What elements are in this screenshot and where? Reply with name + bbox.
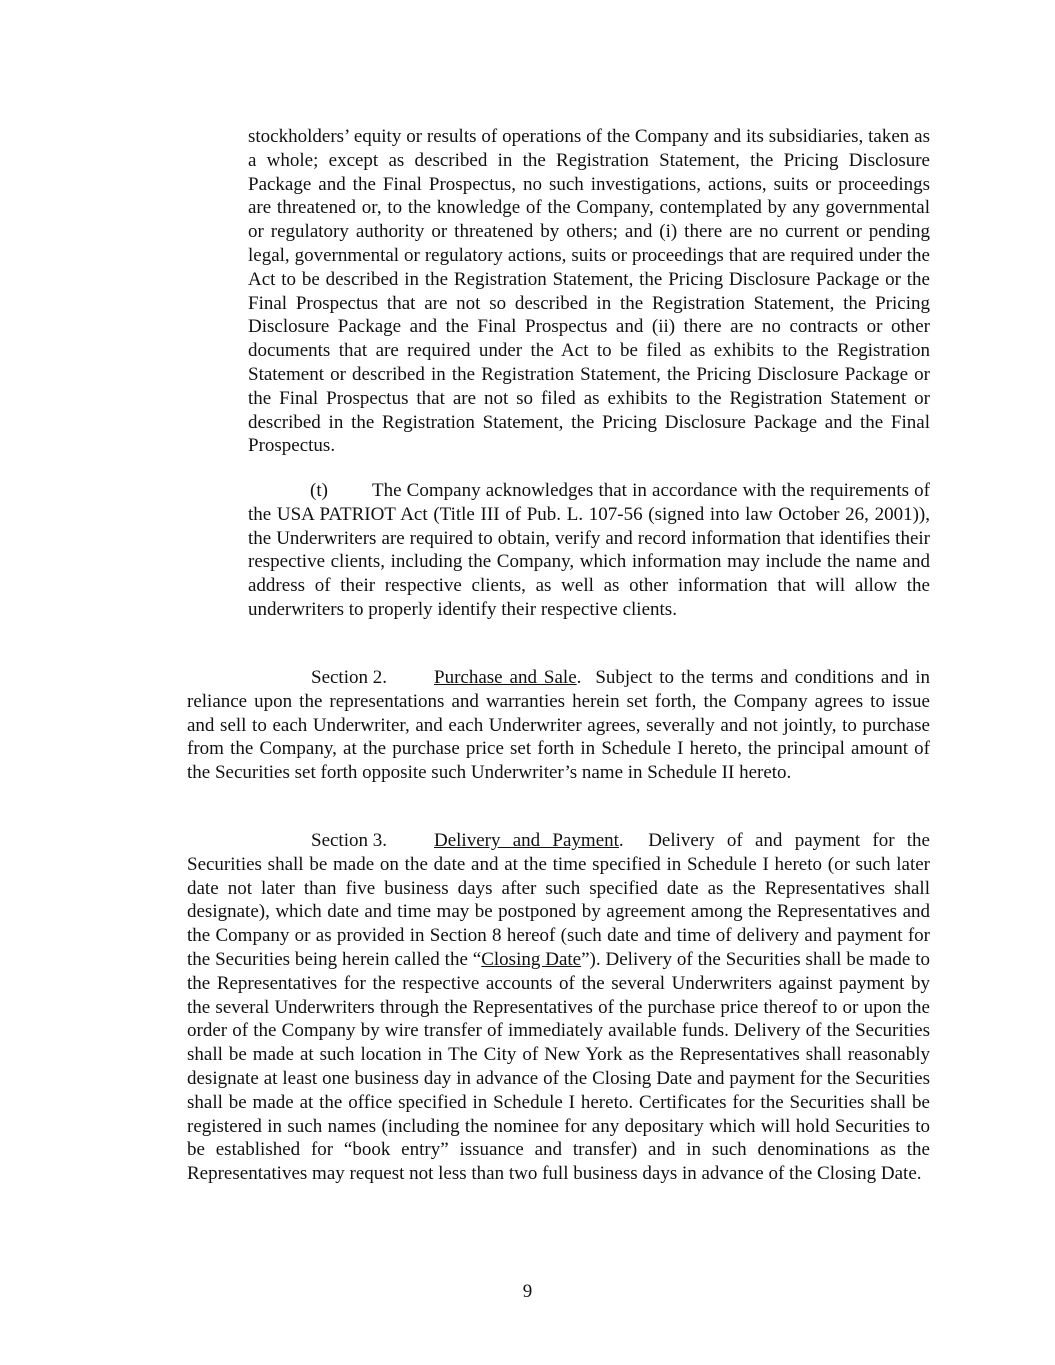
- heading-period: .: [618, 830, 624, 851]
- section-text: Subject to the terms and conditions and in reliance upon the representations and warranties herein set forth, the Company agrees to issue and sell to each Underwriter, and each Underwriter agrees, severally and not jointly, to purchase from the Company, at the purchase price set forth in Schedule I hereto, the principal amount of the Securities set forth opposite such Underwriter’s name in Schedule II hereto.: [187, 667, 931, 784]
- section-text-cont: ”). Delivery of the Securities shall be made to the Representatives for the respective accounts of the several Underwriters against payment by the several Underwriters through the Representatives of the purchase price thereof to or upon the order of the Company by wire transfer of immediately available funds. Delivery of the Securities shall be made at such location in The City of New York as the Representatives shall reasonably designate at least one business day in advance of the Closing Date and payment for the Securities shall be made at the office specified in Schedule I hereto. Certificates for the Securities shall be registered in such names (including the nominee for any depositary which will hold Securities to be established for “book entry” issuance and transfer) and in such denominations as the Representatives may request not less than two full business days in advance of the Closing Date.: [187, 948, 930, 1185]
- paragraph-s-continuation: [248, 125, 930, 458]
- paragraph-text: The Company acknowledges that in accordance with the requirements of the USA PATRIOT Act (Title III of Pub. L. 107-56 (signed into law October 26, 2001)), the Underwriters are required to obtain, verify and record information that identifies their respective clients, including the Company, which information may include the name and address of their respective clients, as well as other information that will allow the underwriters to properly identify their respective clients.: [248, 480, 930, 620]
- paragraph-text: stockholders’ equity or results of operations of the Company and its subsidiaries, taken as a whole; except as described in the Registration Statement, the Pricing Disclosure Package and the Final Prospectus, no such investigations, actions, suits or proceedings are threatened or, to the knowledge of the Company, contemplated by any governmental or regulatory authority or threatened by others; and (i) there are no current or pending legal, governmental or regulatory actions, suits or proceedings that are required under the Act to be described in the Registration Statement, the Pricing Disclosure Package or the Final Prospectus that are not so described in the Registration Statement, the Pricing Disclosure Package and the Final Prospectus and (ii) there are no contracts or other documents that are required under the Act to be filed as exhibits to the Registration Statement or described in the Registration Statement, the Pricing Disclosure Package or the Final Prospectus that are not so filed as exhibits to the Registration Statement or described in the Registration Statement, the Pricing Disclosure Package and the Final Prospectus.: [248, 126, 930, 457]
- defined-term: Closing Date: [481, 948, 582, 970]
- section-text: Delivery of and payment for the Securities shall be made on the date and at the time specified in Schedule I hereto (or such later date not later than five business days after such specified date as the Representatives shall designate), which date and time may be postponed by agreement among the Representatives and the Company or as provided in Section 8 hereof (such date and time of delivery and payment for the Securities being herein called the “: [187, 830, 930, 970]
- item-label: (t): [310, 480, 328, 501]
- page-number: 9: [522, 1281, 533, 1302]
- section-3: [187, 829, 930, 1186]
- heading-period: .: [576, 667, 582, 688]
- paragraph-t: [248, 479, 930, 622]
- section-heading: Delivery and Payment: [434, 830, 619, 851]
- section-number: Section 3.: [311, 830, 387, 851]
- section-2: [187, 666, 930, 785]
- section-heading: Purchase and Sale: [434, 667, 577, 688]
- section-number: Section 2.: [311, 667, 387, 688]
